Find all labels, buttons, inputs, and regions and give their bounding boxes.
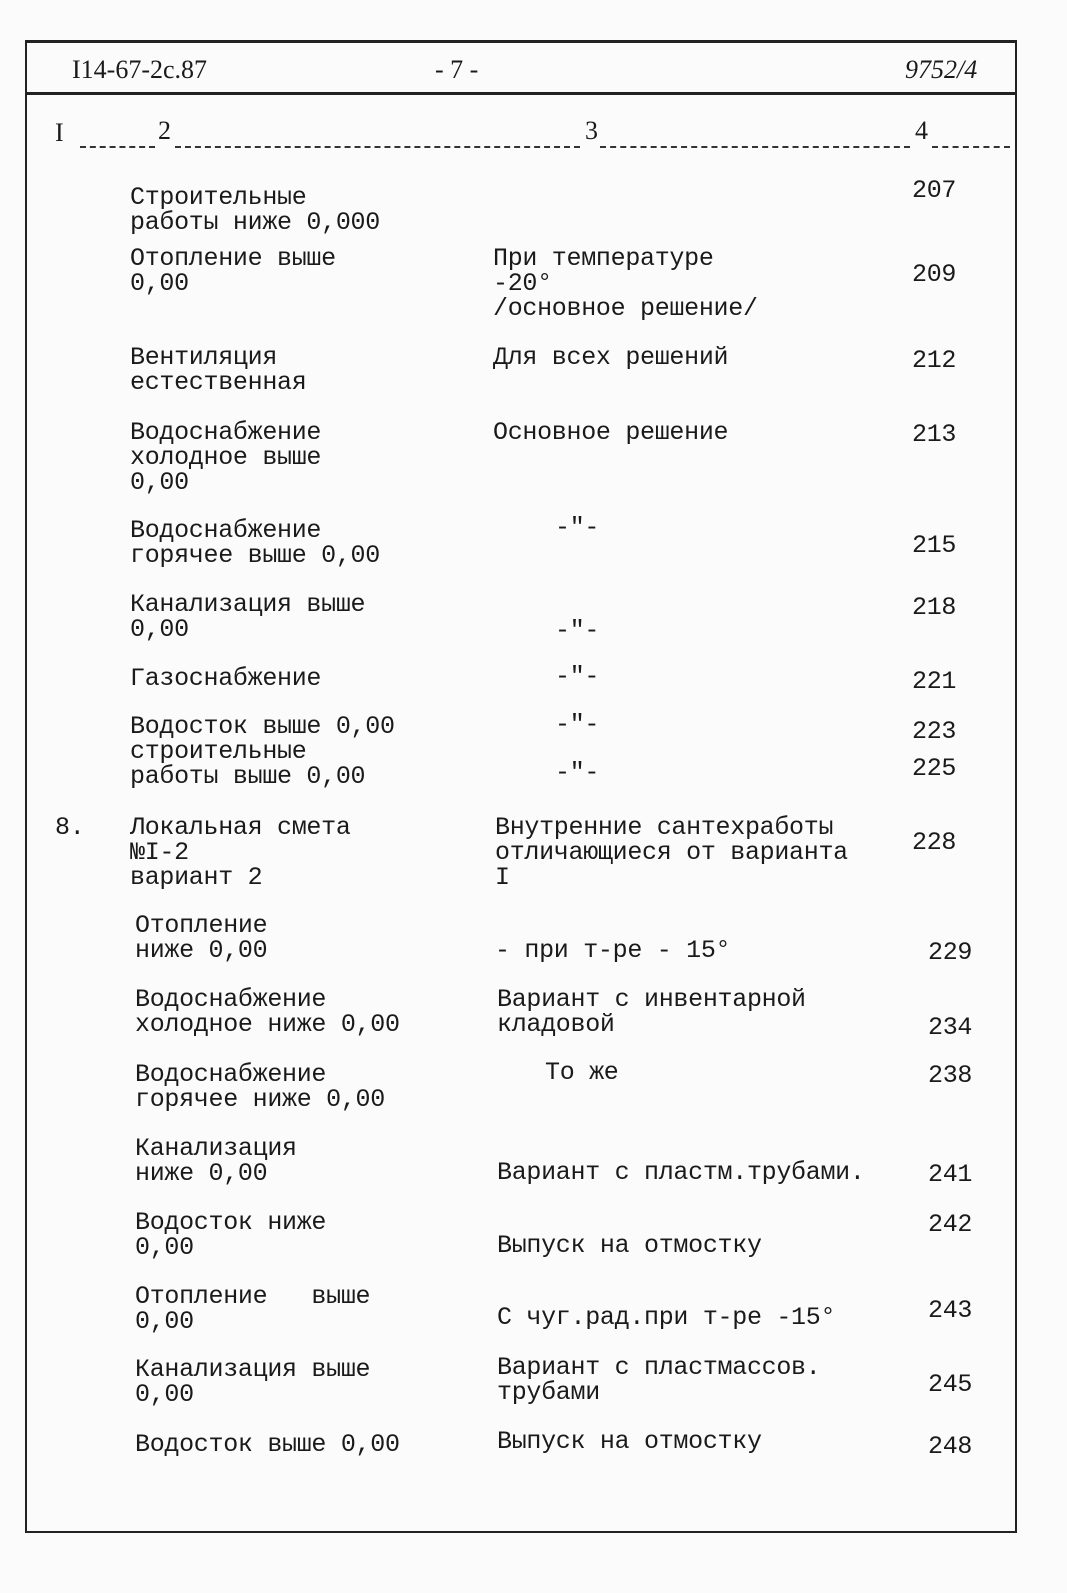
note-line: отличающиеся от варианта <box>495 838 848 867</box>
column-header-3: 3 <box>585 116 598 145</box>
work-name-line: 0,00 <box>130 468 189 497</box>
page-reference: 215 <box>912 531 957 560</box>
work-name-line: горячее ниже 0,00 <box>135 1085 385 1114</box>
column-header-4: 4 <box>915 116 928 145</box>
page-reference: 212 <box>912 346 957 375</box>
work-name-line: работы выше 0,00 <box>130 762 366 791</box>
work-name-line: Отопление выше <box>130 244 336 273</box>
page-reference: 209 <box>912 260 957 289</box>
page-reference: 207 <box>912 176 957 205</box>
note-line: кладовой <box>497 1010 615 1039</box>
page-reference: 225 <box>912 754 957 783</box>
work-name-line: Водосток выше 0,00 <box>130 712 395 741</box>
work-name-line: 0,00 <box>130 615 189 644</box>
note-line: Основное решение <box>493 418 729 447</box>
note-line: -"- <box>555 616 600 645</box>
page-reference: 242 <box>928 1210 973 1239</box>
work-name-line: холодное выше <box>130 443 322 472</box>
page-reference: 213 <box>912 420 957 449</box>
work-name-line: ниже 0,00 <box>135 1159 268 1188</box>
page-reference: 221 <box>912 667 957 696</box>
work-name-line: Водосток выше 0,00 <box>135 1430 400 1459</box>
note-line: - при т-ре - 15° <box>495 936 731 965</box>
note-line: /основное решение/ <box>493 294 758 323</box>
column-divider <box>80 146 155 148</box>
note-line: -"- <box>555 662 600 691</box>
work-name-line: горячее выше 0,00 <box>130 541 380 570</box>
work-name-line: Канализация выше <box>130 590 366 619</box>
doc-code: I14-67-2c.87 <box>72 55 208 84</box>
item-number: 8. <box>55 813 85 842</box>
page-reference: 234 <box>928 1013 973 1042</box>
note-line: -20° <box>493 269 552 298</box>
work-name-line: Канализация <box>135 1134 297 1163</box>
note-line: I <box>495 863 510 892</box>
work-name-line: Строительные <box>130 183 307 212</box>
note-line: Вариант с пластм.трубами. <box>497 1158 865 1187</box>
sheet-number: 9752/4 <box>905 55 978 84</box>
page-reference: 243 <box>928 1296 973 1325</box>
note-line: трубами <box>497 1378 600 1407</box>
work-name-line: строительные <box>130 737 307 766</box>
note-line: -"- <box>555 513 600 542</box>
work-name-line: Отопление выше <box>135 1282 371 1311</box>
page-reference: 245 <box>928 1370 973 1399</box>
work-name-line: холодное ниже 0,00 <box>135 1010 400 1039</box>
page-reference: 248 <box>928 1432 973 1461</box>
column-divider <box>175 146 580 148</box>
page-reference: 228 <box>912 828 957 857</box>
note-line: Вариант с инвентарной <box>497 985 806 1014</box>
work-name-line: Канализация выше <box>135 1355 371 1384</box>
work-name-line: Водоснабжение <box>130 516 322 545</box>
note-line: Внутренние сантехработы <box>495 813 834 842</box>
work-name-line: вариант 2 <box>130 863 263 892</box>
work-name-line: работы ниже 0,000 <box>130 208 380 237</box>
page-number: - 7 - <box>435 55 479 84</box>
note-line: Выпуск на отмостку <box>497 1231 762 1260</box>
note-line: -"- <box>555 758 600 787</box>
work-name-line: 0,00 <box>135 1307 194 1336</box>
column-divider <box>600 146 910 148</box>
work-name-line: Водоснабжение <box>130 418 322 447</box>
work-name-line: Локальная смета <box>130 813 351 842</box>
work-name-line: Газоснабжение <box>130 664 322 693</box>
column-header-2: 2 <box>158 116 171 145</box>
header-divider <box>25 92 1015 95</box>
work-name-line: Вентиляция <box>130 343 278 372</box>
work-name-line: 0,00 <box>135 1233 194 1262</box>
note-line: -"- <box>555 710 600 739</box>
page-reference: 238 <box>928 1061 973 1090</box>
page-reference: 229 <box>928 938 973 967</box>
note-line: То же <box>545 1058 619 1087</box>
note-line: Для всех решений <box>493 343 729 372</box>
column-divider <box>932 146 1010 148</box>
work-name-line: ниже 0,00 <box>135 936 268 965</box>
note-line: Выпуск на отмостку <box>497 1427 762 1456</box>
work-name-line: естественная <box>130 368 307 397</box>
work-name-line: 0,00 <box>135 1380 194 1409</box>
work-name-line: 0,00 <box>130 269 189 298</box>
work-name-line: Водоснабжение <box>135 985 327 1014</box>
note-line: При температуре <box>493 244 714 273</box>
page-reference: 241 <box>928 1160 973 1189</box>
note-line: Вариант с пластмассов. <box>497 1353 821 1382</box>
page-reference: 218 <box>912 593 957 622</box>
work-name-line: №I-2 <box>130 838 189 867</box>
column-header-1: I <box>55 118 64 147</box>
work-name-line: Водоснабжение <box>135 1060 327 1089</box>
page-reference: 223 <box>912 717 957 746</box>
note-line: С чуг.рад.при т-ре -15° <box>497 1303 836 1332</box>
work-name-line: Водосток ниже <box>135 1208 327 1237</box>
work-name-line: Отопление <box>135 911 268 940</box>
